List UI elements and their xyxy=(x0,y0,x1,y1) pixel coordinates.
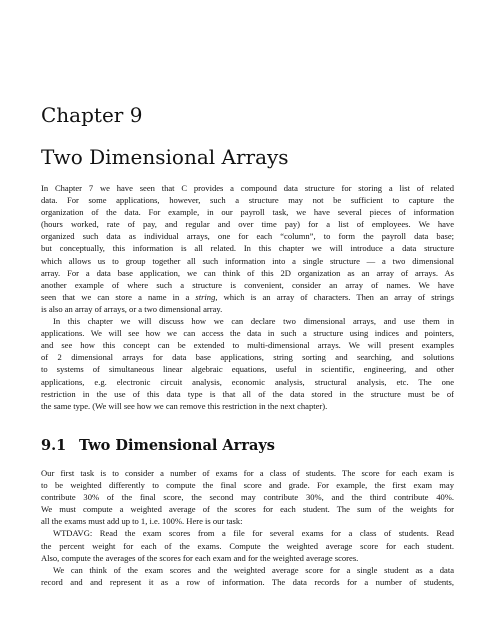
text-line: WTDAVG: Read the exam scores from a file for several exams for a class of students. Read xyxy=(53,528,454,539)
section-heading xyxy=(41,437,275,455)
text-line: applications, e.g. electronic circuit analysis, economic analysis, structural analysis, etc. The one xyxy=(41,376,454,387)
text-line: In this chapter we will discuss how we can declare two dimensional arrays, and use them in xyxy=(53,316,454,327)
text-line: We must compute a weighted average of the scores for each student. The sum of the weights for xyxy=(41,504,454,515)
section-paragraph-1 xyxy=(41,467,454,527)
text-line: data. For some applications, however, such a structure may not be sufficient to capture the xyxy=(41,195,454,206)
text-line: another example of where such a structure is convenient, consider an array of names. We have xyxy=(41,279,454,290)
text-line: organization of the data. For example, in our payroll task, we have several pieces of information xyxy=(41,207,454,218)
text-line: is also an array of arrays, or a two dimensional array. xyxy=(41,303,223,314)
intro-paragraph-2 xyxy=(41,315,454,412)
section-paragraph-3 xyxy=(41,564,454,588)
text-line: Our first task is to consider a number of exams for a class of students. The score for each exam is xyxy=(41,468,454,478)
text-line: all the exams must add up to 1, i.e. 100%. Here is our task: xyxy=(41,516,243,527)
task-paragraph xyxy=(41,527,454,563)
text-line: applications. We will see how we can access the data in such a structure using indices and pointers, xyxy=(41,328,454,339)
text-line: of 2 dimensional arrays for data base applications, string sorting and searching, and solutions xyxy=(41,352,454,363)
text-line: array. For a data base application, we can think of this 2D organization as an array of arrays. As xyxy=(41,267,454,278)
text-line: which allows us to group together all such information into a single structure — a two dimensional xyxy=(41,255,454,266)
text-line: restriction in the use of this data type is that all of the data stored in the structure must be of xyxy=(41,388,454,399)
emphasized-term: string xyxy=(195,291,216,302)
chapter-number: Chapter 9 xyxy=(41,103,143,127)
text-line: to systems of simultaneous linear algebraic equations, useful in scientific, engineering, and other xyxy=(41,364,454,375)
section-number: 9.1 xyxy=(41,437,67,454)
text-line: and see how this concept can be extended to multi-dimensional arrays. We will present examples xyxy=(41,340,454,351)
text-line: to be weighted differently to compute the final score and grade. For example, the first exam may xyxy=(41,480,454,491)
chapter-title: Two Dimensional Arrays xyxy=(41,145,289,169)
text-line: In Chapter 7 we have seen that C provides a compound data structure for storing a list of related xyxy=(41,183,454,193)
section-title: Two Dimensional Arrays xyxy=(79,437,275,454)
section-text xyxy=(41,467,454,588)
intro-paragraph-1 xyxy=(41,182,454,315)
text-line: contribute 30% of the final score, the second may contribute 30%, and the third contribute 40%. xyxy=(41,492,454,503)
text-line: record and and represent it as a row of information. The data records for a number of students, xyxy=(41,576,454,587)
text-line: the same type. (We will see how we can remove this restriction in the next chapter). xyxy=(41,400,328,411)
text-line: (hours worked, rate of pay, and regular and over time pay) for a list of employees. We have xyxy=(41,219,454,230)
text-line: but conceptually, this information is all related. In this chapter we will introduce a data structure xyxy=(41,243,454,254)
text-line: We can think of the exam scores and the weighted average score for a single student as a data xyxy=(53,564,454,575)
intro-text xyxy=(41,182,454,412)
text-line: Also, compute the averages of the scores for each exam and for the weighted average scores. xyxy=(41,552,359,563)
text-line: seen that we can store a name in a string, which is an array of characters. Then an array of strings xyxy=(41,291,454,302)
text-line: the percent weight for each of the exams. Compute the weighted average score for each student. xyxy=(41,540,454,551)
text-line: organized such data as individual arrays, one for each “column”, to form the payroll data base; xyxy=(41,231,454,242)
